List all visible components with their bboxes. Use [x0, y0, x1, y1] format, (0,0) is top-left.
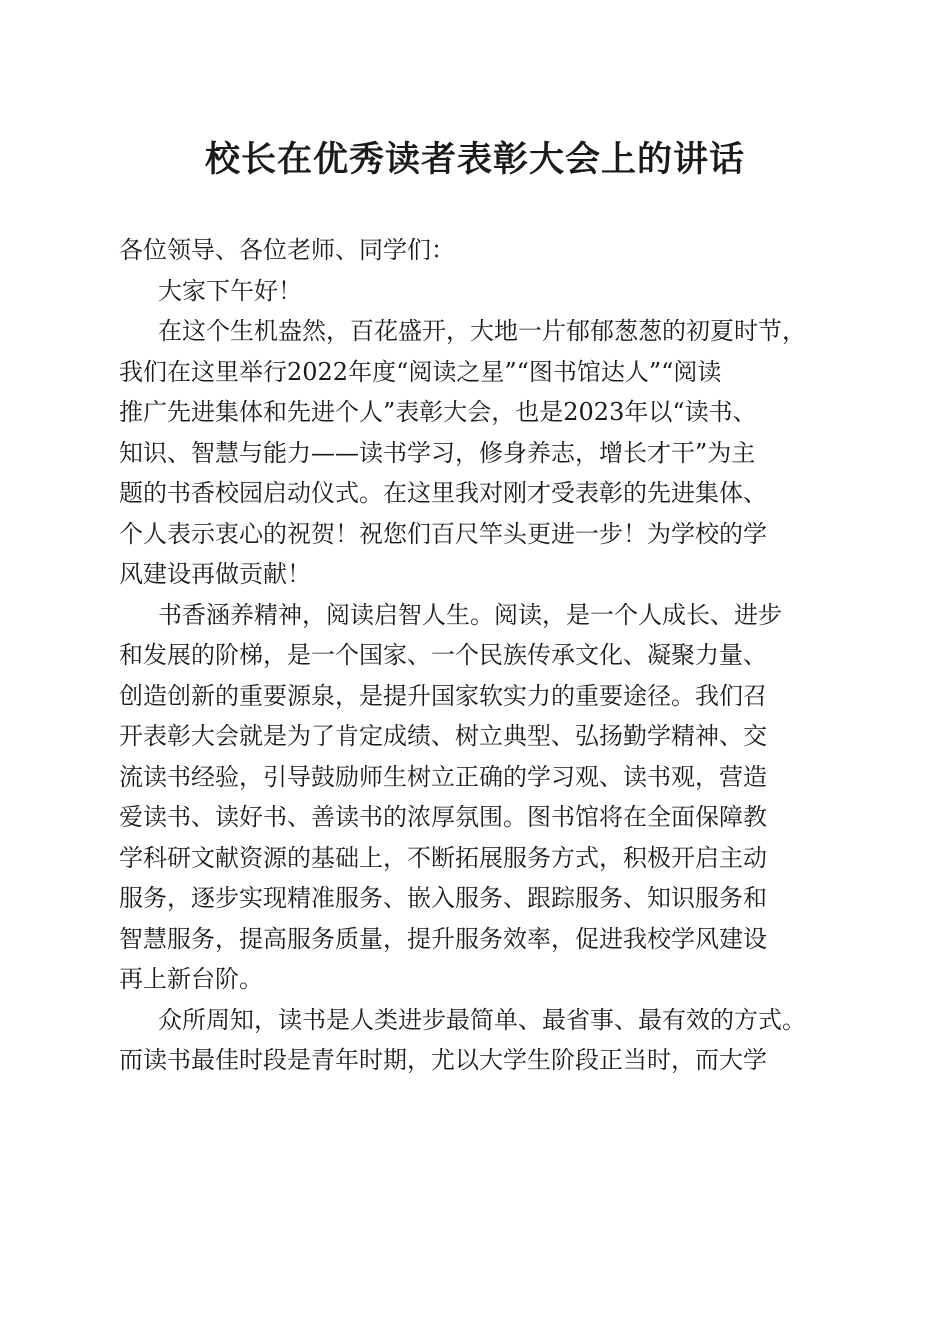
- document-title: 校长在优秀读者表彰大会上的讲话: [204, 139, 745, 180]
- paragraph-line: 智慧服务，提高服务质量，提升服务效率，促进我校学风建设: [119, 924, 767, 953]
- paragraph-line: 个人表示衷心的祝贺！祝您们百尺竿头更进一步！为学校的学: [119, 519, 767, 548]
- paragraph-line: 在这个生机盎然，百花盛开，大地一片郁郁葱葱的初夏时节，: [158, 317, 806, 345]
- paragraph-line: 开表彰大会就是为了肯定成绩、树立典型、弘扬勤学精神、交: [119, 722, 767, 750]
- paragraph-line: 学科研文献资源的基础上，不断拓展服务方式，积极开启主动: [119, 843, 767, 872]
- paragraph-line: 题的书香校园启动仪式。在这里我对刚才受表彰的先进集体、: [119, 479, 767, 507]
- paragraph-line: 再上新台阶。: [119, 965, 263, 993]
- paragraph-line: 众所周知，读书是人类进步最简单、最省事、最有效的方式。: [158, 1005, 806, 1034]
- paragraph-line: 服务，逐步实现精准服务、嵌入服务、跟踪服务、知识服务和: [119, 884, 767, 912]
- paragraph-line: 推广先进集体和先进个人”表彰大会，也是2023年以“读书、: [119, 398, 757, 426]
- paragraph-line: 爱读书、读好书、善读书的浓厚氛围。图书馆将在全面保障教: [119, 803, 767, 831]
- paragraph-line: 我们在这里举行2022年度“阅读之星”“图书馆达人”“阅读: [119, 357, 722, 386]
- salutation-line: 各位领导、各位老师、同学们：: [119, 236, 455, 264]
- paragraph-line: 和发展的阶梯，是一个国家、一个民族传承文化、凝聚力量、: [119, 641, 767, 669]
- paragraph-line: 创造创新的重要源泉，是提升国家软实力的重要途径。我们召: [119, 681, 767, 710]
- paragraph-line: 流读书经验，引导鼓励师生树立正确的学习观、读书观，营造: [119, 762, 767, 791]
- paragraph-line: 而读书最佳时段是青年时期，尤以大学生阶段正当时，而大学: [119, 1046, 767, 1074]
- greeting-line: 大家下午好！: [158, 276, 302, 305]
- paragraph-line: 知识、智慧与能力——读书学习，修身养志，增长才干”为主: [119, 438, 756, 467]
- document-body: [119, 230, 844, 1081]
- paragraph-line: 风建设再做贡献！: [119, 560, 311, 588]
- paragraph-line: 书香涵养精神，阅读启智人生。阅读，是一个人成长、进步: [158, 600, 782, 629]
